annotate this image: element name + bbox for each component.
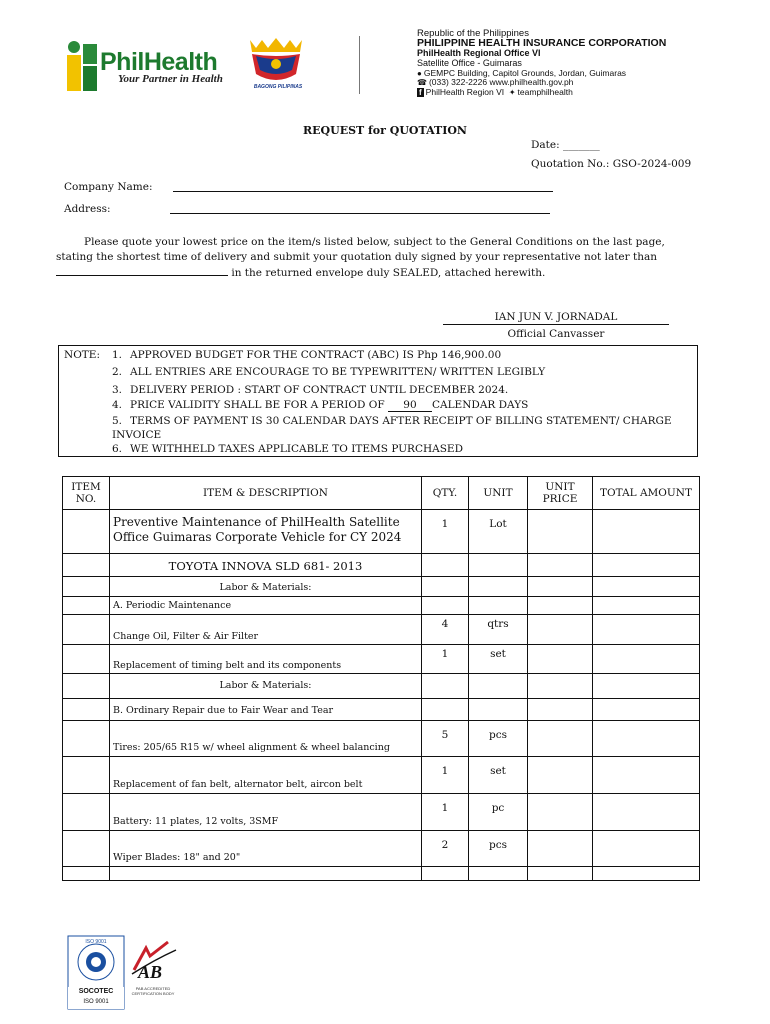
phone-web[interactable]: (033) 322-2226 www.philhealth.gov.ph [428, 77, 574, 87]
regional-office: PhilHealth Regional Office VI [417, 48, 541, 58]
socotec-certification-logo [67, 935, 125, 1010]
row-qty: 4 [422, 615, 469, 645]
cert1-standard: ISO 9001 [83, 999, 109, 1005]
cert1-top-text: ISO 9001 [85, 939, 107, 945]
row-unit: pc [469, 794, 528, 831]
row-unit: qtrs [469, 615, 528, 645]
row-qty: 5 [422, 721, 469, 757]
contact-line [417, 77, 573, 87]
unit-price-cell[interactable] [528, 510, 593, 554]
total-amount-cell[interactable] [593, 615, 700, 645]
price-validity-days: 90 [388, 399, 432, 412]
header-divider [359, 36, 360, 94]
company-name-field[interactable] [173, 191, 553, 192]
instruction-main: Please quote your lowest price on the item/s listed below, subject to the General Conditions on the last page, stating the shortest time of delivery and submit your quotation duly signed by your representative not later than [56, 236, 665, 263]
note-item: 1. APPROVED BUDGET FOR THE CONTRACT (ABC) IS Php 146,900.00 [112, 349, 502, 361]
vehicle-name: TOYOTA INNOVA SLD 681- 2013 [110, 554, 422, 577]
table-row [63, 554, 700, 577]
address-field[interactable] [170, 213, 550, 214]
facebook-handle[interactable]: PhilHealth Region VI [425, 87, 505, 97]
row-description: Wiper Blades: 18" and 20" [110, 831, 422, 867]
canvasser-name: IAN JUN V. JORNADAL [494, 311, 618, 323]
row-description: Tires: 205/65 R15 w/ wheel alignment & wheel balancing [110, 721, 422, 757]
quotation-number: Quotation No.: GSO-2024-009 [531, 158, 692, 170]
office-address: GEMPC Building, Capitol Grounds, Jordan, Guimaras [423, 68, 627, 78]
main-item-qty: 1 [422, 510, 469, 554]
note-item: 3. DELIVERY PERIOD : START OF CONTRACT UNTIL DECEMBER 2024. [112, 384, 509, 396]
location-pin-icon: ● [417, 69, 422, 78]
row-description: Replacement of timing belt and its components [110, 645, 422, 674]
republic-line: Republic of the Philippines [417, 28, 529, 39]
satellite-office: Satellite Office - Guimaras [417, 58, 522, 68]
table-row [63, 674, 700, 699]
note-item: 5. TERMS OF PAYMENT IS 30 CALENDAR DAYS AFTER RECEIPT OF BILLING STATEMENT/ CHARGE [112, 415, 672, 427]
twitter-handle[interactable]: teamphilhealth [517, 87, 573, 97]
row-unit: pcs [469, 831, 528, 867]
unit-price-cell[interactable] [528, 615, 593, 645]
company-name-label: Company Name: [64, 181, 153, 193]
table-row [63, 597, 700, 615]
total-amount-cell[interactable] [593, 721, 700, 757]
row-unit: set [469, 645, 528, 674]
main-item-unit: Lot [469, 510, 528, 554]
canvasser-title: Official Canvasser [507, 328, 605, 340]
instruction-tail: in the returned envelope duly SEALED, attached herewith. [231, 267, 546, 279]
philhealth-logo-mark [64, 38, 104, 92]
phone-icon: ☎ [417, 78, 427, 87]
table-header-row [63, 477, 700, 510]
labor-materials-label: Labor & Materials: [110, 577, 422, 597]
seal-caption: BAGONG PILIPINAS [253, 84, 303, 90]
section-a-label: A. Periodic Maintenance [110, 597, 422, 615]
signature-line[interactable] [443, 324, 669, 325]
labor-materials-label: Labor & Materials: [110, 674, 422, 699]
date-field[interactable]: Date: _______ [531, 139, 600, 151]
row-description: Replacement of fan belt, alternator belt, aircon belt [110, 757, 422, 794]
table-row [63, 699, 700, 721]
header-item-no: ITEM NO. [63, 477, 110, 510]
unit-price-cell[interactable] [528, 721, 593, 757]
table-row [63, 615, 700, 645]
notes-label: NOTE: [64, 349, 101, 361]
pab-accreditation-logo [128, 940, 178, 1010]
unit-price-cell[interactable] [528, 831, 593, 867]
total-amount-cell[interactable] [593, 794, 700, 831]
table-row [63, 794, 700, 831]
table-row [63, 721, 700, 757]
header-unit: UNIT [469, 477, 528, 510]
table-row [63, 577, 700, 597]
unit-price-cell[interactable] [528, 757, 593, 794]
table-row [63, 757, 700, 794]
row-unit: pcs [469, 721, 528, 757]
cert2-name: AB [138, 962, 163, 982]
row-qty: 1 [422, 757, 469, 794]
header-unit-price: UNIT PRICE [528, 477, 593, 510]
section-b-label: B. Ordinary Repair due to Fair Wear and Tear [110, 699, 422, 721]
row-description: Battery: 11 plates, 12 volts, 3SMF [110, 794, 422, 831]
row-qty: 1 [422, 794, 469, 831]
row-qty: 2 [422, 831, 469, 867]
note-item: 4. PRICE VALIDITY SHALL BE FOR A PERIOD OF 90 CALENDAR DAYS [112, 399, 529, 411]
brand-tagline: Your Partner in Health [118, 73, 223, 85]
item-no-cell [63, 510, 110, 554]
unit-price-cell[interactable] [528, 794, 593, 831]
note-item-continued: INVOICE [112, 429, 162, 441]
document-title: REQUEST for QUOTATION [303, 124, 467, 137]
facebook-icon: f [419, 88, 422, 97]
deadline-field[interactable] [56, 265, 228, 276]
header-description: ITEM & DESCRIPTION [110, 477, 422, 510]
total-amount-cell[interactable] [593, 757, 700, 794]
quotation-table [62, 476, 700, 881]
table-row [63, 867, 700, 881]
row-qty: 1 [422, 645, 469, 674]
header-qty: QTY. [422, 477, 469, 510]
instruction-paragraph [56, 235, 696, 281]
unit-price-cell[interactable] [528, 645, 593, 674]
table-row [63, 645, 700, 674]
note-item: 2. ALL ENTRIES ARE ENCOURAGE TO BE TYPEWRITTEN/ WRITTEN LEGIBLY [112, 366, 546, 378]
social-line [417, 87, 573, 97]
cert1-name: SOCOTEC [78, 988, 114, 995]
cert2-caption: PAB ACCREDITED CERTIFICATION BODY [131, 986, 175, 996]
total-amount-cell[interactable] [593, 831, 700, 867]
table-row [63, 831, 700, 867]
total-amount-cell[interactable] [593, 645, 700, 674]
main-item-description: Preventive Maintenance of PhilHealth Satellite Office Guimaras Corporate Vehicle for CY 2024 [110, 510, 422, 554]
note-item: 6. WE WITHHELD TAXES APPLICABLE TO ITEMS PURCHASED [112, 443, 464, 455]
table-row [63, 510, 700, 554]
brand-name: PhilHealth [100, 48, 218, 76]
row-description: Change Oil, Filter & Air Filter [110, 615, 422, 645]
corporation-name: PHILIPPINE HEALTH INSURANCE CORPORATION [417, 37, 667, 49]
address-label: Address: [64, 203, 111, 215]
twitter-icon: ✦ [508, 88, 516, 97]
header-total: TOTAL AMOUNT [593, 477, 700, 510]
row-unit: set [469, 757, 528, 794]
total-amount-cell[interactable] [593, 510, 700, 554]
